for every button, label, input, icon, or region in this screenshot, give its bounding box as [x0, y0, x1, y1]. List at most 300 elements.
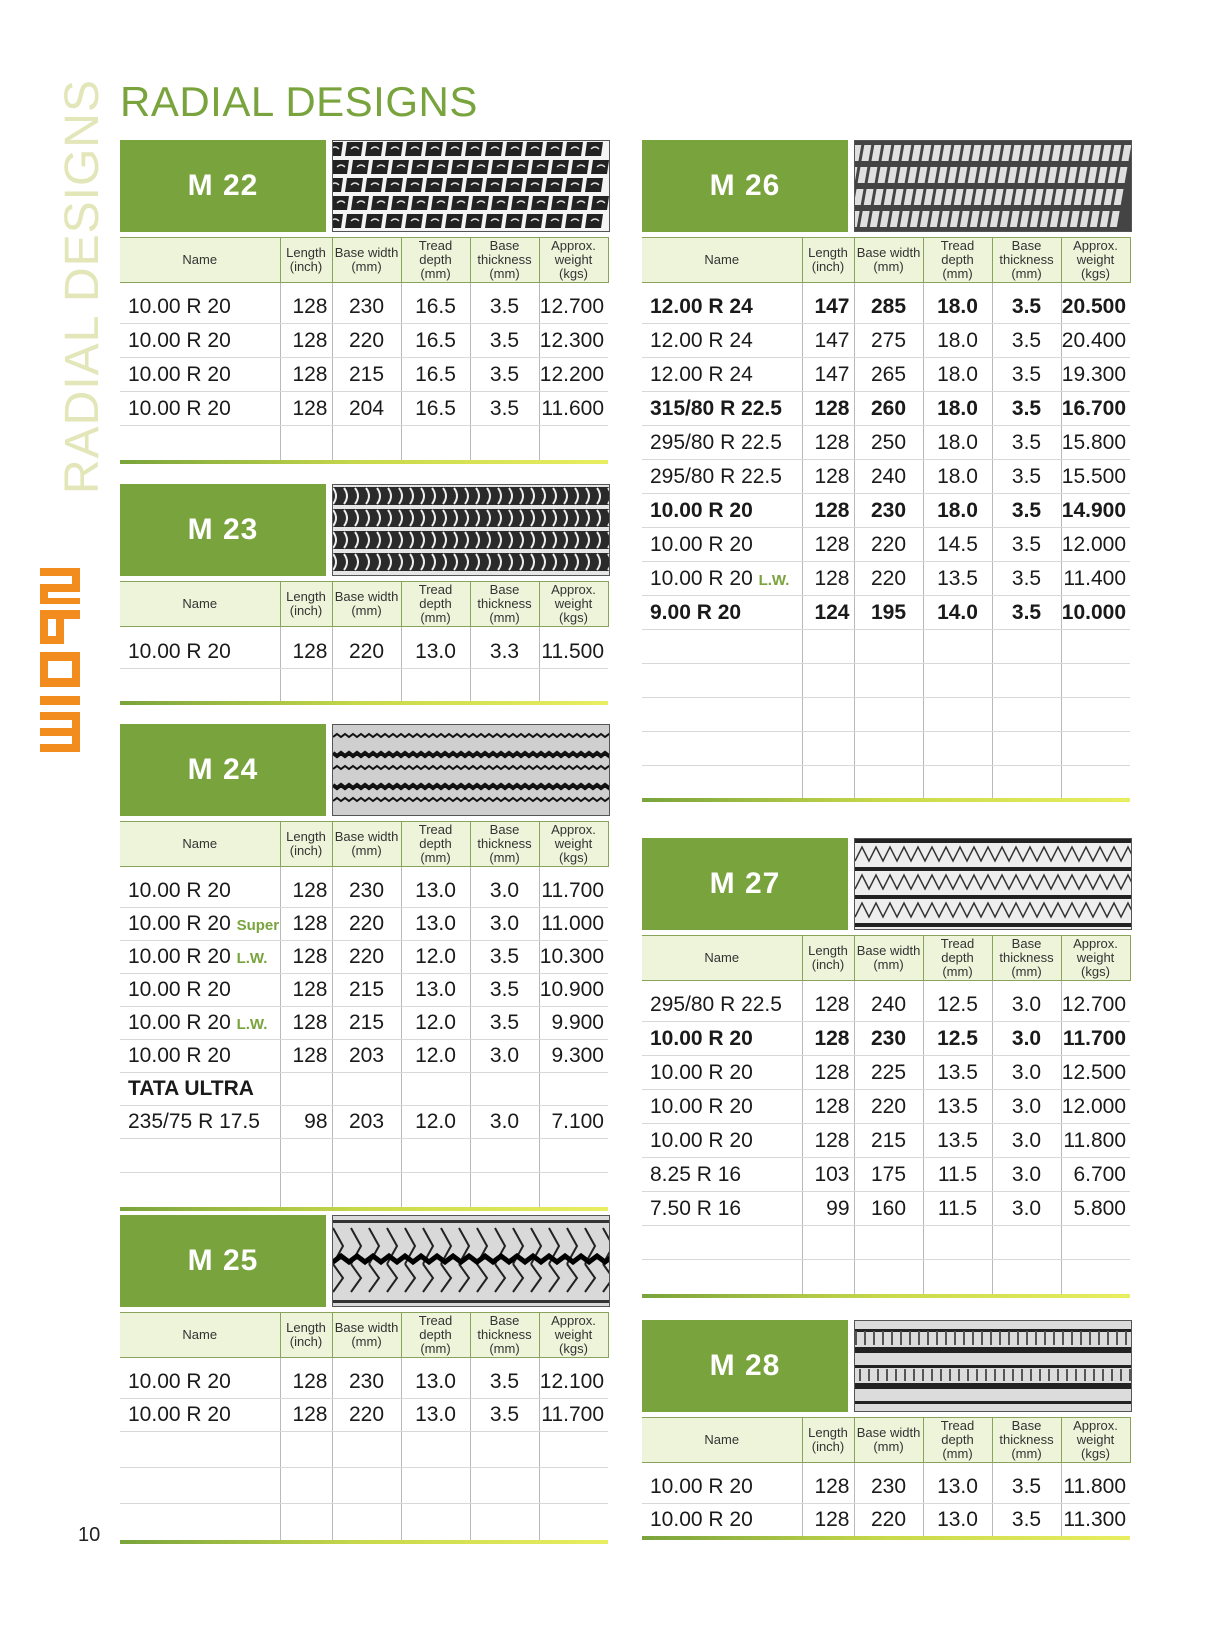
- cell-weight: [539, 426, 608, 460]
- cell-tread-depth: [401, 1173, 470, 1207]
- tread-pattern-image: [332, 1215, 610, 1307]
- table-row: [642, 494, 1130, 528]
- cell-weight: 12.700: [539, 283, 608, 324]
- header-base-thickness: Base thickness (mm): [470, 822, 539, 867]
- spec-table: [642, 935, 1131, 1294]
- cell-name: [120, 426, 280, 460]
- table-row: [120, 1106, 608, 1139]
- cell-base-thickness: [470, 1139, 539, 1173]
- cell-tread-depth: 18.0: [923, 358, 992, 392]
- cell-weight: 11.000: [539, 908, 608, 941]
- cell-tread-depth: [401, 426, 470, 460]
- table-row: [120, 1504, 608, 1540]
- cell-base-width: 220: [332, 941, 401, 974]
- table-row: [120, 867, 608, 908]
- cell-base-thickness: [470, 1173, 539, 1207]
- cell-name: [120, 669, 280, 702]
- cell-name: 10.00 R 20: [642, 1124, 802, 1158]
- midas-logo: [36, 560, 84, 760]
- size-suffix: L.W.: [236, 1016, 268, 1033]
- cell-tread-depth: [923, 732, 992, 766]
- product-block-m27: [642, 838, 1130, 1298]
- table-row: [120, 1007, 608, 1040]
- tread-pattern-image: [332, 140, 610, 232]
- cell-name: 10.00 R 20 Super: [120, 908, 280, 941]
- cell-base-width: 160: [854, 1192, 923, 1226]
- cell-base-width: 215: [854, 1124, 923, 1158]
- cell-base-thickness: [992, 698, 1061, 732]
- cell-name: 10.00 R 20: [120, 392, 280, 426]
- cell-length: [280, 669, 332, 702]
- cell-length: 128: [802, 1504, 854, 1537]
- table-header-row: [642, 936, 1130, 981]
- cell-base-width: 240: [854, 981, 923, 1022]
- header-weight: Approx. weight (kgs): [539, 1313, 608, 1358]
- product-block-m26: [642, 140, 1130, 802]
- cell-base-width: 230: [854, 1022, 923, 1056]
- cell-length: 128: [280, 324, 332, 358]
- table-end-bar: [120, 701, 608, 705]
- table-row: [642, 664, 1130, 698]
- cell-base-width: [854, 766, 923, 799]
- header-base-thickness: Base thickness (mm): [992, 238, 1061, 283]
- cell-tread-depth: 13.0: [401, 627, 470, 669]
- cell-base-width: 220: [332, 324, 401, 358]
- cell-tread-depth: 13.0: [401, 908, 470, 941]
- spec-table: [642, 237, 1131, 798]
- header-base-thickness: Base thickness (mm): [470, 1313, 539, 1358]
- header-name: Name: [642, 936, 802, 981]
- cell-name: [120, 1139, 280, 1173]
- cell-tread-depth: [923, 766, 992, 799]
- cell-length: 128: [280, 1040, 332, 1073]
- cell-base-thickness: 3.0: [470, 908, 539, 941]
- cell-base-thickness: 3.5: [992, 1463, 1061, 1504]
- cell-weight: 11.300: [1061, 1504, 1130, 1537]
- cell-length: [280, 1173, 332, 1207]
- cell-tread-depth: 18.0: [923, 494, 992, 528]
- table-row: [642, 630, 1130, 664]
- cell-name: 10.00 R 20: [642, 1090, 802, 1124]
- cell-length: [280, 426, 332, 460]
- cell-tread-depth: 18.0: [923, 460, 992, 494]
- table-row: [120, 324, 608, 358]
- cell-base-width: 220: [332, 1399, 401, 1432]
- cell-base-thickness: 3.0: [992, 1056, 1061, 1090]
- cell-weight: 11.500: [539, 627, 608, 669]
- cell-base-width: [332, 1139, 401, 1173]
- table-row: [642, 596, 1130, 630]
- model-name: M 23: [120, 484, 326, 576]
- cell-tread-depth: 13.0: [401, 974, 470, 1007]
- cell-weight: 10.300: [539, 941, 608, 974]
- cell-length: 128: [802, 426, 854, 460]
- cell-weight: 7.100: [539, 1106, 608, 1139]
- cell-weight: 11.700: [1061, 1022, 1130, 1056]
- cell-name: 10.00 R 20: [642, 528, 802, 562]
- model-name: M 28: [642, 1320, 848, 1412]
- table-row: [642, 1158, 1130, 1192]
- header-name: Name: [642, 238, 802, 283]
- cell-name: 10.00 R 20: [642, 1022, 802, 1056]
- cell-weight: [539, 1504, 608, 1540]
- cell-base-thickness: 3.0: [992, 1158, 1061, 1192]
- cell-tread-depth: 12.0: [401, 1106, 470, 1139]
- cell-base-thickness: 3.5: [470, 1358, 539, 1399]
- header-weight: Approx. weight (kgs): [539, 582, 608, 627]
- cell-weight: 11.800: [1061, 1124, 1130, 1158]
- table-row: [120, 941, 608, 974]
- cell-name: 10.00 R 20: [120, 1040, 280, 1073]
- cell-base-width: [854, 698, 923, 732]
- spec-table: [120, 581, 609, 701]
- cell-name: 10.00 R 20: [120, 867, 280, 908]
- spec-table: [120, 821, 609, 1207]
- table-row: [642, 1260, 1130, 1294]
- cell-length: 128: [280, 1358, 332, 1399]
- header-base-width: Base width (mm): [854, 936, 923, 981]
- cell-tread-depth: [401, 1504, 470, 1540]
- block-header: [120, 1215, 608, 1307]
- cell-base-width: [332, 1073, 401, 1106]
- cell-weight: 9.300: [539, 1040, 608, 1073]
- cell-name: 9.00 R 20: [642, 596, 802, 630]
- cell-length: 128: [280, 627, 332, 669]
- cell-tread-depth: 12.0: [401, 1007, 470, 1040]
- cell-name: 12.00 R 24: [642, 283, 802, 324]
- cell-base-width: [332, 669, 401, 702]
- cell-length: 128: [280, 941, 332, 974]
- cell-length: 128: [280, 392, 332, 426]
- block-header: [120, 140, 608, 232]
- cell-base-thickness: 3.0: [992, 1124, 1061, 1158]
- block-header: [120, 484, 608, 576]
- cell-base-width: 195: [854, 596, 923, 630]
- table-header-row: [642, 238, 1130, 283]
- table-row: [642, 460, 1130, 494]
- table-row: [120, 358, 608, 392]
- cell-name: 10.00 R 20: [120, 283, 280, 324]
- table-row: [120, 908, 608, 941]
- cell-name: [120, 1432, 280, 1468]
- table-row: [642, 283, 1130, 324]
- cell-length: 147: [802, 324, 854, 358]
- cell-weight: 12.700: [1061, 981, 1130, 1022]
- cell-tread-depth: 14.0: [923, 596, 992, 630]
- cell-base-width: [854, 732, 923, 766]
- cell-weight: 9.900: [539, 1007, 608, 1040]
- cell-weight: 12.000: [1061, 1090, 1130, 1124]
- table-row: [120, 669, 608, 702]
- cell-length: [280, 1073, 332, 1106]
- header-base-thickness: Base thickness (mm): [470, 238, 539, 283]
- product-block-m24: [120, 724, 608, 1211]
- cell-base-width: 215: [332, 974, 401, 1007]
- cell-tread-depth: [923, 664, 992, 698]
- cell-weight: 11.700: [539, 867, 608, 908]
- cell-weight: 15.800: [1061, 426, 1130, 460]
- cell-weight: 14.900: [1061, 494, 1130, 528]
- cell-base-width: [854, 1260, 923, 1294]
- table-row: [120, 627, 608, 669]
- header-name: Name: [120, 582, 280, 627]
- header-base-width: Base width (mm): [332, 582, 401, 627]
- cell-tread-depth: [401, 669, 470, 702]
- spec-table: [642, 1417, 1131, 1536]
- tread-pattern-image: [332, 484, 610, 576]
- cell-length: 124: [802, 596, 854, 630]
- cell-weight: 16.700: [1061, 392, 1130, 426]
- cell-weight: [1061, 732, 1130, 766]
- cell-base-thickness: 3.5: [470, 358, 539, 392]
- table-end-bar: [120, 460, 608, 464]
- cell-length: [280, 1139, 332, 1173]
- table-header-row: [642, 1418, 1130, 1463]
- cell-weight: 5.800: [1061, 1192, 1130, 1226]
- cell-weight: [1061, 1260, 1130, 1294]
- cell-tread-depth: 18.0: [923, 392, 992, 426]
- header-length: Length (inch): [280, 1313, 332, 1358]
- cell-base-width: 230: [854, 1463, 923, 1504]
- cell-name: 10.00 R 20: [120, 974, 280, 1007]
- table-header-row: [120, 582, 608, 627]
- cell-weight: 20.500: [1061, 283, 1130, 324]
- cell-length: 98: [280, 1106, 332, 1139]
- cell-base-width: [854, 630, 923, 664]
- cell-base-thickness: 3.5: [992, 283, 1061, 324]
- cell-name: [642, 698, 802, 732]
- cell-base-thickness: 3.5: [992, 562, 1061, 596]
- cell-base-thickness: 3.5: [470, 974, 539, 1007]
- table-row: [642, 1463, 1130, 1504]
- cell-base-width: 203: [332, 1106, 401, 1139]
- cell-base-thickness: [470, 669, 539, 702]
- cell-base-thickness: 3.5: [992, 528, 1061, 562]
- cell-length: [802, 732, 854, 766]
- cell-base-width: 240: [854, 460, 923, 494]
- cell-tread-depth: 13.5: [923, 1090, 992, 1124]
- cell-weight: 12.100: [539, 1358, 608, 1399]
- block-header: [642, 1320, 1130, 1412]
- table-row: [642, 766, 1130, 799]
- header-length: Length (inch): [802, 238, 854, 283]
- cell-tread-depth: 18.0: [923, 324, 992, 358]
- cell-base-thickness: 3.5: [470, 283, 539, 324]
- cell-weight: 20.400: [1061, 324, 1130, 358]
- table-end-bar: [642, 798, 1130, 802]
- header-base-width: Base width (mm): [854, 238, 923, 283]
- cell-weight: 12.200: [539, 358, 608, 392]
- cell-weight: 6.700: [1061, 1158, 1130, 1192]
- header-name: Name: [120, 822, 280, 867]
- cell-name: 10.00 R 20 L.W.: [642, 562, 802, 596]
- cell-base-thickness: 3.5: [470, 324, 539, 358]
- cell-name: [120, 1173, 280, 1207]
- block-header: [642, 838, 1130, 930]
- cell-base-width: 250: [854, 426, 923, 460]
- header-tread-depth: Tread depth (mm): [401, 1313, 470, 1358]
- cell-name: TATA ULTRA: [120, 1073, 280, 1106]
- table-row: [120, 1399, 608, 1432]
- cell-base-width: 220: [854, 1504, 923, 1537]
- cell-tread-depth: [401, 1468, 470, 1504]
- cell-tread-depth: 16.5: [401, 324, 470, 358]
- cell-base-thickness: [992, 766, 1061, 799]
- cell-tread-depth: 12.0: [401, 941, 470, 974]
- cell-length: 128: [802, 528, 854, 562]
- table-row: [120, 1139, 608, 1173]
- cell-name: [120, 1468, 280, 1504]
- header-base-width: Base width (mm): [332, 1313, 401, 1358]
- cell-tread-depth: 13.0: [401, 1399, 470, 1432]
- cell-base-width: 220: [854, 562, 923, 596]
- cell-name: 12.00 R 24: [642, 358, 802, 392]
- table-row: [642, 1124, 1130, 1158]
- cell-length: 128: [280, 974, 332, 1007]
- cell-base-width: [332, 426, 401, 460]
- cell-tread-depth: 13.5: [923, 1056, 992, 1090]
- header-tread-depth: Tread depth (mm): [401, 582, 470, 627]
- cell-name: 10.00 R 20: [120, 1358, 280, 1399]
- cell-base-thickness: [992, 1226, 1061, 1260]
- cell-weight: 11.700: [539, 1399, 608, 1432]
- header-weight: Approx. weight (kgs): [1061, 238, 1130, 283]
- cell-base-thickness: [470, 1432, 539, 1468]
- cell-base-thickness: 3.5: [992, 460, 1061, 494]
- cell-base-width: 204: [332, 392, 401, 426]
- cell-weight: [539, 1173, 608, 1207]
- table-row: [642, 392, 1130, 426]
- cell-tread-depth: 13.0: [923, 1463, 992, 1504]
- cell-length: 128: [802, 562, 854, 596]
- cell-weight: [539, 669, 608, 702]
- cell-weight: 10.900: [539, 974, 608, 1007]
- cell-weight: 10.000: [1061, 596, 1130, 630]
- tread-pattern-image: [854, 838, 1132, 930]
- cell-tread-depth: [923, 630, 992, 664]
- table-row: [120, 1432, 608, 1468]
- table-row: [120, 426, 608, 460]
- cell-name: 10.00 R 20: [120, 1399, 280, 1432]
- side-title: RADIAL DESIGNS: [56, 79, 109, 494]
- cell-base-thickness: 3.5: [470, 1399, 539, 1432]
- cell-weight: 12.300: [539, 324, 608, 358]
- cell-tread-depth: 14.5: [923, 528, 992, 562]
- table-row: [120, 283, 608, 324]
- model-name: M 22: [120, 140, 326, 232]
- table-end-bar: [642, 1294, 1130, 1298]
- cell-length: 103: [802, 1158, 854, 1192]
- cell-length: 128: [802, 1090, 854, 1124]
- header-tread-depth: Tread depth (mm): [401, 822, 470, 867]
- cell-base-thickness: 3.5: [992, 358, 1061, 392]
- cell-length: 128: [280, 358, 332, 392]
- cell-tread-depth: [401, 1432, 470, 1468]
- cell-base-width: 260: [854, 392, 923, 426]
- cell-base-thickness: 3.5: [992, 324, 1061, 358]
- cell-name: 295/80 R 22.5: [642, 460, 802, 494]
- cell-name: 235/75 R 17.5: [120, 1106, 280, 1139]
- tread-pattern-image: [854, 140, 1132, 232]
- cell-base-thickness: 3.5: [470, 392, 539, 426]
- table-row: [120, 1173, 608, 1207]
- header-length: Length (inch): [280, 238, 332, 283]
- model-name: M 26: [642, 140, 848, 232]
- cell-name: [642, 732, 802, 766]
- table-row: [642, 981, 1130, 1022]
- cell-length: 128: [802, 494, 854, 528]
- size-suffix: L.W.: [236, 950, 268, 967]
- cell-weight: 12.000: [1061, 528, 1130, 562]
- cell-tread-depth: 11.5: [923, 1192, 992, 1226]
- model-name: M 24: [120, 724, 326, 816]
- header-length: Length (inch): [280, 582, 332, 627]
- table-row: [642, 324, 1130, 358]
- header-base-width: Base width (mm): [854, 1418, 923, 1463]
- cell-name: 10.00 R 20: [642, 494, 802, 528]
- model-name: M 25: [120, 1215, 326, 1307]
- cell-base-width: 203: [332, 1040, 401, 1073]
- cell-name: 295/80 R 22.5: [642, 981, 802, 1022]
- table-row: [642, 528, 1130, 562]
- cell-length: 128: [802, 1022, 854, 1056]
- cell-name: 7.50 R 16: [642, 1192, 802, 1226]
- cell-base-width: [332, 1173, 401, 1207]
- header-weight: Approx. weight (kgs): [539, 238, 608, 283]
- table-row: [642, 562, 1130, 596]
- cell-name: [642, 664, 802, 698]
- cell-name: [642, 766, 802, 799]
- cell-weight: [1061, 1226, 1130, 1260]
- cell-length: 99: [802, 1192, 854, 1226]
- cell-name: 10.00 R 20: [120, 324, 280, 358]
- cell-length: [280, 1468, 332, 1504]
- cell-length: 128: [280, 1007, 332, 1040]
- cell-weight: [1061, 766, 1130, 799]
- page-number: 10: [78, 1524, 101, 1546]
- header-name: Name: [120, 1313, 280, 1358]
- cell-name: [642, 1260, 802, 1294]
- tread-pattern-image: [332, 724, 610, 816]
- cell-base-thickness: 3.0: [992, 1022, 1061, 1056]
- header-tread-depth: Tread depth (mm): [401, 238, 470, 283]
- header-length: Length (inch): [802, 1418, 854, 1463]
- table-end-bar: [120, 1207, 608, 1211]
- product-block-m23: [120, 484, 608, 705]
- cell-length: [802, 1226, 854, 1260]
- header-weight: Approx. weight (kgs): [1061, 936, 1130, 981]
- cell-tread-depth: 13.0: [401, 867, 470, 908]
- cell-name: 315/80 R 22.5: [642, 392, 802, 426]
- cell-base-thickness: 3.0: [992, 1090, 1061, 1124]
- cell-base-thickness: [992, 664, 1061, 698]
- cell-tread-depth: 11.5: [923, 1158, 992, 1192]
- cell-length: [802, 1260, 854, 1294]
- cell-tread-depth: [401, 1073, 470, 1106]
- cell-base-width: 220: [332, 627, 401, 669]
- header-tread-depth: Tread depth (mm): [923, 1418, 992, 1463]
- table-row: [642, 1022, 1130, 1056]
- cell-base-thickness: 3.5: [992, 596, 1061, 630]
- cell-base-width: [854, 664, 923, 698]
- table-row: [120, 1468, 608, 1504]
- cell-name: [120, 1504, 280, 1540]
- cell-length: 147: [802, 283, 854, 324]
- header-base-thickness: Base thickness (mm): [470, 582, 539, 627]
- header-tread-depth: Tread depth (mm): [923, 936, 992, 981]
- cell-length: 128: [802, 1124, 854, 1158]
- cell-base-width: [332, 1504, 401, 1540]
